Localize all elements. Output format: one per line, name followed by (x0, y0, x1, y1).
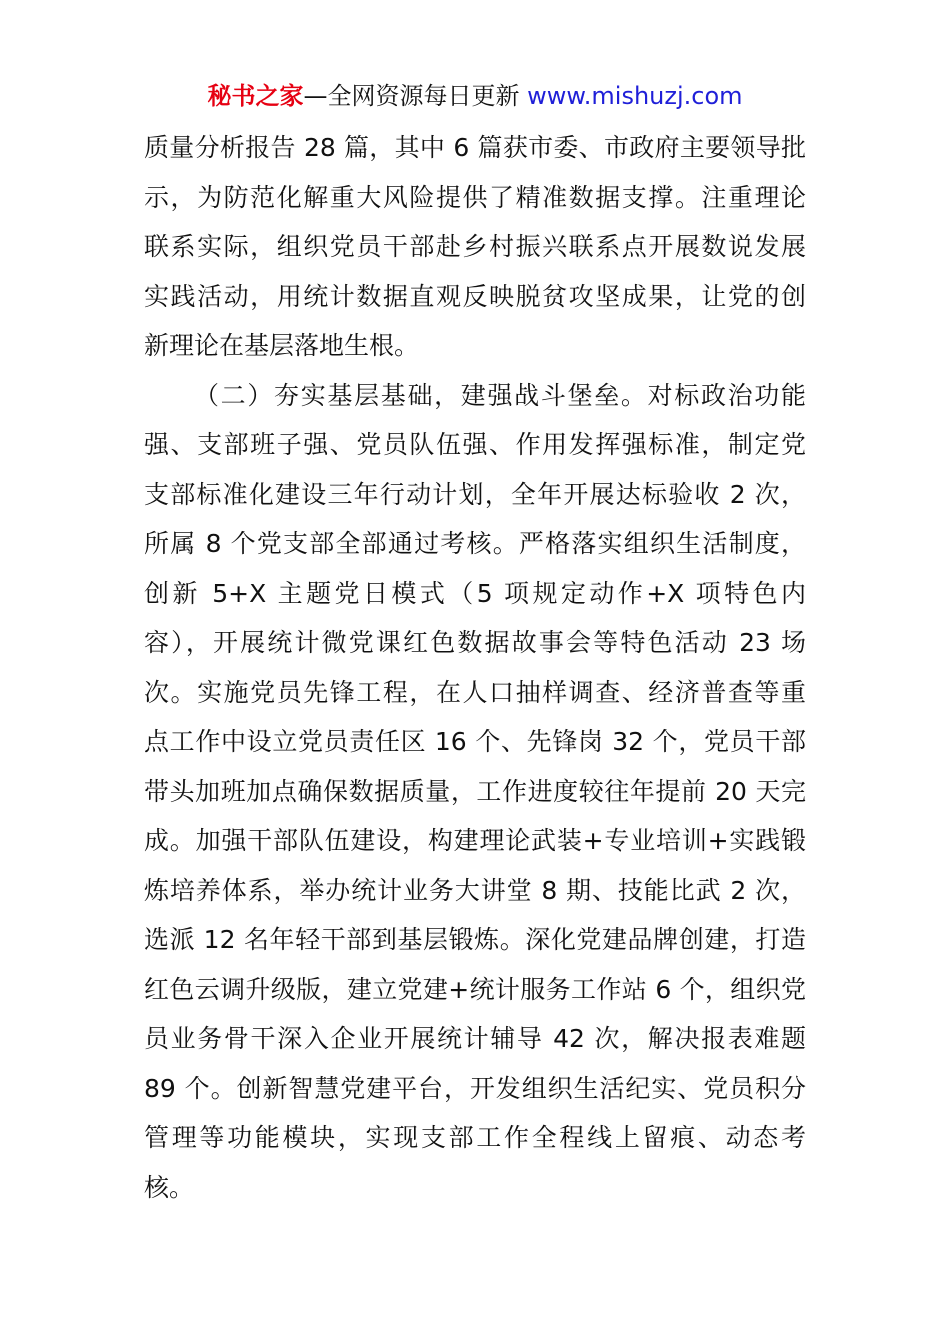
text-line: 炼培养体系，举办统计业务大讲堂 8 期、技能比武 2 次， (144, 875, 806, 905)
brand-name: 秘书之家 (207, 82, 304, 110)
text-line: 带头加班加点确保数据质量，工作进度较往年提前 20 天完 (144, 776, 806, 806)
text-line: 点工作中设立党员责任区 16 个、先锋岗 32 个，党员干部 (144, 727, 806, 756)
text-line: 红色云调升级版，建立党建+统计服务工作站 6 个，组织党 (144, 974, 806, 1004)
text-line: 核。 (144, 1172, 195, 1202)
text-line: 容），开展统计微党课红色数据故事会等特色活动 23 场 (144, 628, 806, 657)
text-line: 创新 5+X 主题党日模式（5 项规定动作+X 项特色内 (144, 578, 806, 608)
section-heading-line: （二）夯实基层基础，建强战斗堡垒。对标政治功能 (194, 380, 806, 410)
text-line: 新理论在基层落地生根。 (144, 331, 420, 360)
text-line: 成。加强干部队伍建设，构建理论武装+专业培训+实践锻 (144, 826, 806, 855)
text-line: 质量分析报告 28 篇，其中 6 篇获市委、市政府主要领导批 (144, 133, 806, 162)
text-line: 示，为防范化解重大风险提供了精准数据支撑。注重理论 (144, 182, 806, 212)
text-line: 所属 8 个党支部全部通过考核。严格落实组织生活制度， (144, 529, 806, 558)
site-tagline: —全网资源每日更新 (303, 82, 528, 110)
text-line: 选派 12 名年轻干部到基层锻炼。深化党建品牌创建，打造 (144, 925, 806, 954)
site-url-link[interactable]: www.mishuzj.com (527, 82, 743, 110)
text-line: 员业务骨干深入企业开展统计辅导 42 次，解决报表难题 (144, 1024, 806, 1053)
text-line: 89 个。创新智慧党建平台，开发组织生活纪实、党员积分 (144, 1073, 806, 1103)
text-line: 管理等功能模块，实现支部工作全程线上留痕、动态考 (144, 1123, 806, 1152)
document-body (144, 123, 806, 1212)
text-line: 支部标准化建设三年行动计划，全年开展达标验收 2 次， (144, 479, 806, 509)
text-line: 次。实施党员先锋工程，在人口抽样调查、经济普查等重 (144, 677, 806, 707)
site-header (0, 78, 950, 114)
text-line: 联系实际，组织党员干部赴乡村振兴联系点开展数说发展 (144, 232, 806, 261)
text-line: 实践活动，用统计数据直观反映脱贫攻坚成果，让党的创 (144, 281, 806, 311)
text-line: 强、支部班子强、党员队伍强、作用发挥强标准，制定党 (144, 430, 806, 459)
